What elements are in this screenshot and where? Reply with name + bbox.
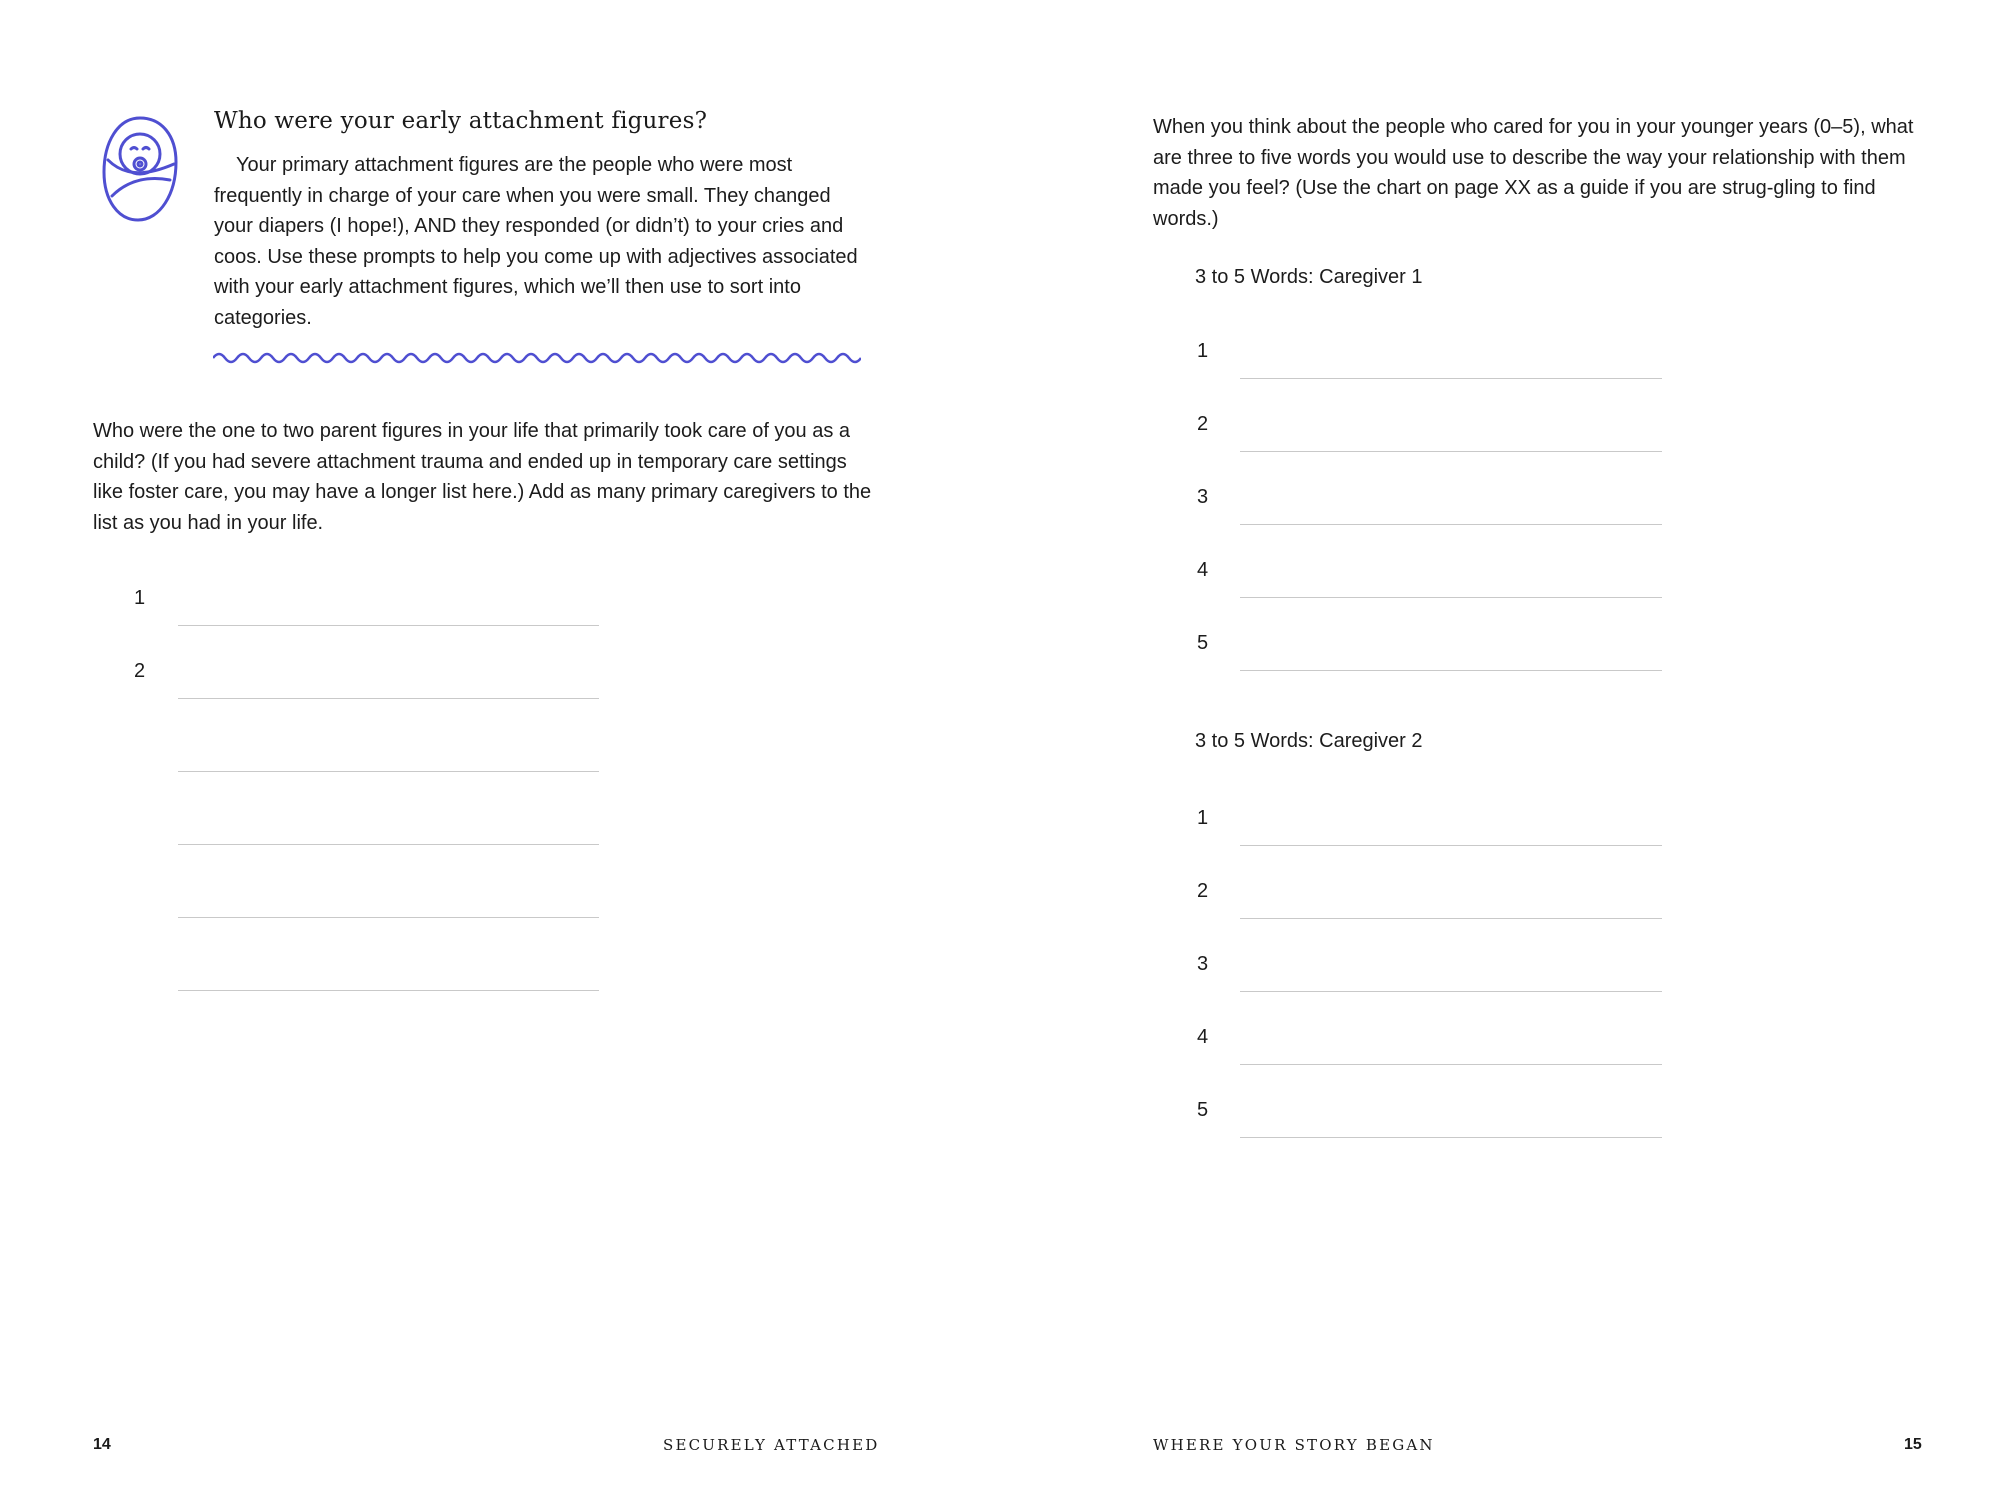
words-prompt: When you think about the people who cared for you in your younger years (0–5), what are three to five words you would use to describe the way your relationship with them made you feel? (Use the chart on page XX as a guide if you are strug-gling to find words.): [1153, 116, 1914, 230]
answer-rule: [178, 990, 599, 991]
line-number: 1: [1197, 807, 1209, 829]
answer-rule: [1240, 1064, 1662, 1065]
answer-rule: [178, 844, 599, 845]
line-number: 2: [1197, 880, 1209, 902]
answer-rule: [178, 771, 599, 772]
caregiver-2-word-line[interactable]: [1197, 806, 1717, 846]
wavy-divider: [213, 351, 861, 365]
answer-rule: [1240, 845, 1662, 846]
intro-text: Your primary attachment figures are the people who were most frequently in charge of your care when you were small. They changed your diapers (I hope!), AND they responded (or didn’t) to your cries and coos. Use these prompts to help you come up with adjectives associated with your early attachment figures, which we’ll then use to sort into categories.: [214, 154, 858, 329]
page-number: 14: [93, 1436, 111, 1453]
caregiver-answer-line[interactable]: [134, 805, 654, 845]
swaddled-baby-icon: [100, 114, 180, 226]
caregiver-1-word-line[interactable]: [1197, 558, 1717, 598]
caregiver-1-heading: 3 to 5 Words: Caregiver 1: [1195, 266, 1423, 288]
answer-rule: [178, 698, 599, 699]
caregivers-prompt: Who were the one to two parent figures in your life that primarily took care of you as a child? (If you had severe attachment trauma and ended up in temporary care settings like foster care, you may have a longer list here.) Add as many primary caregivers to the list as you had in your life.: [93, 420, 872, 534]
answer-rule: [1240, 991, 1662, 992]
line-number: 5: [1197, 1099, 1209, 1121]
caregiver-2-word-line[interactable]: [1197, 952, 1717, 992]
answer-rule: [178, 625, 599, 626]
caregiver-1-word-line[interactable]: [1197, 485, 1717, 525]
line-number: 5: [1197, 632, 1209, 654]
line-number: 2: [1197, 413, 1209, 435]
caregiver-answer-line[interactable]: [134, 586, 654, 626]
line-number: 2: [134, 660, 146, 682]
line-number: 3: [1197, 953, 1209, 975]
line-number: 4: [1197, 559, 1209, 581]
answer-rule: [1240, 1137, 1662, 1138]
line-number: 4: [1197, 1026, 1209, 1048]
caregiver-2-word-line[interactable]: [1197, 879, 1717, 919]
caregiver-1-word-line[interactable]: [1197, 631, 1717, 671]
answer-rule: [178, 917, 599, 918]
section-heading: Who were your early attachment figures?: [214, 108, 708, 134]
line-number: 3: [1197, 486, 1209, 508]
caregiver-2-word-line[interactable]: [1197, 1098, 1717, 1138]
answer-rule: [1240, 597, 1662, 598]
answer-rule: [1240, 451, 1662, 452]
answer-rule: [1240, 918, 1662, 919]
caregiver-1-word-line[interactable]: [1197, 339, 1717, 379]
page-number: 15: [1904, 1436, 1922, 1453]
caregiver-answer-line[interactable]: [134, 659, 654, 699]
line-number: 1: [1197, 340, 1209, 362]
running-title: WHERE YOUR STORY BEGAN: [1153, 1436, 1435, 1454]
caregiver-answer-line[interactable]: [134, 732, 654, 772]
caregiver-2-heading: 3 to 5 Words: Caregiver 2: [1195, 730, 1423, 752]
answer-rule: [1240, 378, 1662, 379]
right-page: [1000, 0, 2000, 1500]
answer-rule: [1240, 524, 1662, 525]
caregiver-answer-line[interactable]: [134, 951, 654, 991]
running-title: SECURELY ATTACHED: [663, 1436, 880, 1454]
caregiver-1-word-line[interactable]: [1197, 412, 1717, 452]
caregiver-answer-line[interactable]: [134, 878, 654, 918]
line-number: 1: [134, 587, 146, 609]
answer-rule: [1240, 670, 1662, 671]
caregiver-2-word-line[interactable]: [1197, 1025, 1717, 1065]
